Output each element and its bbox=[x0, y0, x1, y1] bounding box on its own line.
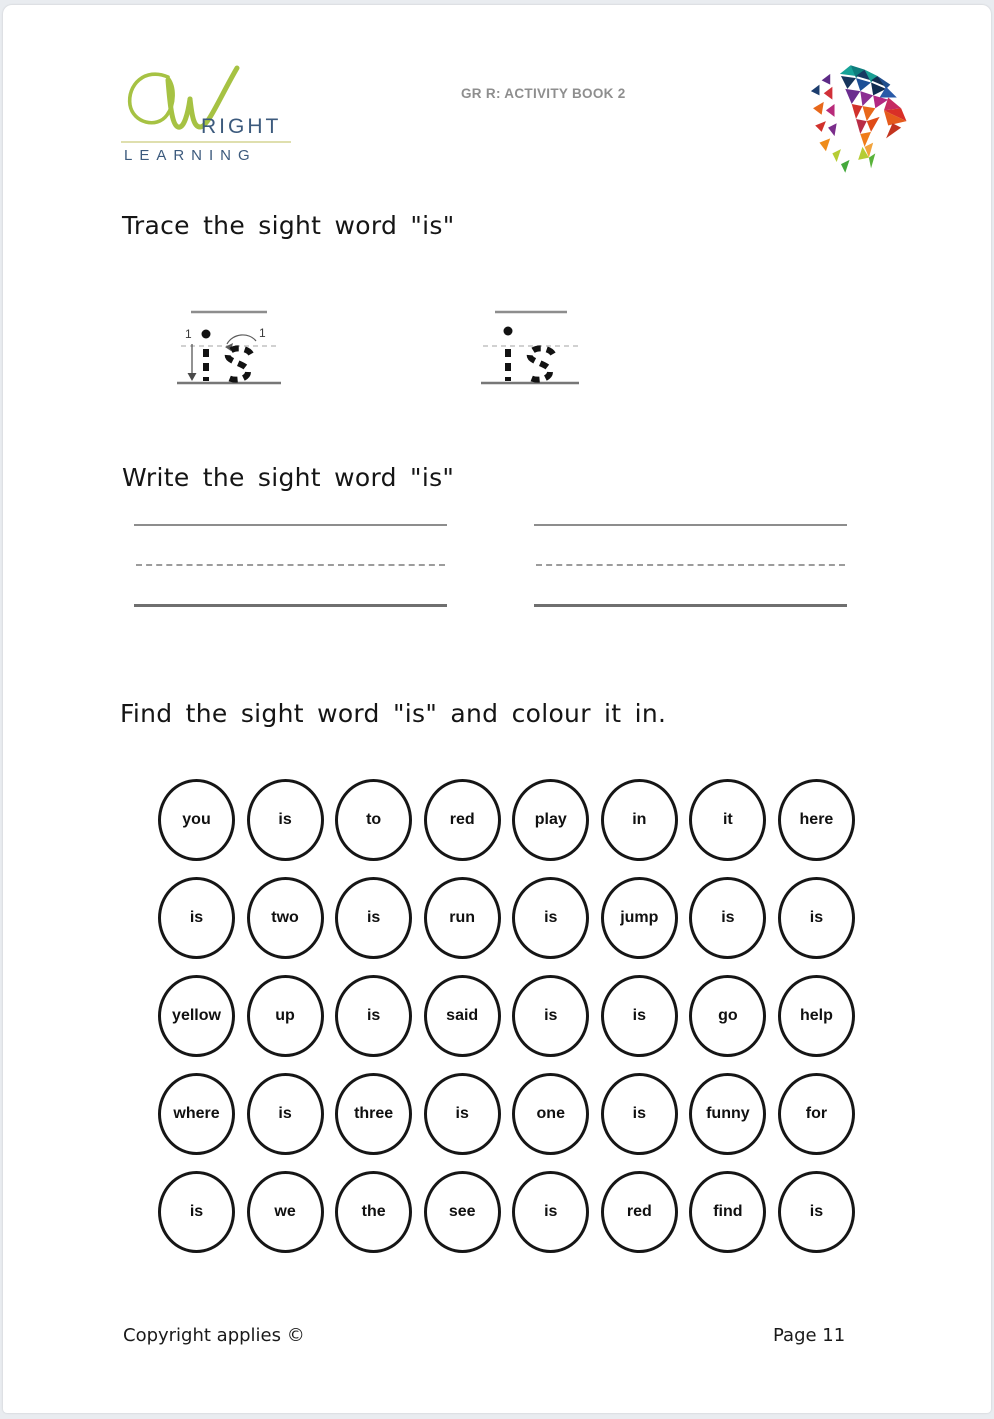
word-circle-is bbox=[158, 877, 235, 959]
word-circle-play bbox=[512, 779, 589, 861]
word-circle-one bbox=[512, 1073, 589, 1155]
word-circle-is bbox=[778, 877, 855, 959]
logo-divider-line bbox=[121, 141, 291, 143]
word-label: the bbox=[361, 1203, 386, 1220]
word-circle-is bbox=[335, 975, 412, 1057]
word-label: red bbox=[449, 811, 475, 828]
word-label: is bbox=[544, 1203, 558, 1220]
word-label: is bbox=[278, 811, 292, 828]
word-circle-up bbox=[247, 975, 324, 1057]
word-label: see bbox=[448, 1203, 476, 1220]
word-circle-go bbox=[689, 975, 766, 1057]
letter-s-dashed bbox=[225, 348, 251, 379]
word-circle-see bbox=[424, 1171, 501, 1253]
stroke-order-label-s: 1 bbox=[259, 326, 266, 340]
word-circle-is bbox=[335, 877, 412, 959]
word-circle-is bbox=[247, 1073, 324, 1155]
word-label: is bbox=[544, 1007, 558, 1024]
word-circle-help bbox=[778, 975, 855, 1057]
word-circle-here bbox=[778, 779, 855, 861]
word-label: up bbox=[275, 1007, 295, 1024]
guide-top-line bbox=[134, 524, 447, 526]
guide-bottom-line bbox=[534, 604, 847, 607]
word-label: funny bbox=[706, 1105, 750, 1122]
word-row bbox=[158, 1073, 855, 1155]
word-label: is bbox=[721, 909, 735, 926]
word-row bbox=[158, 975, 855, 1057]
word-label: go bbox=[718, 1007, 738, 1024]
word-label: two bbox=[271, 909, 299, 926]
word-label: here bbox=[799, 811, 834, 828]
guide-bottom-line bbox=[134, 604, 447, 607]
word-label: yellow bbox=[172, 1007, 221, 1024]
word-label: for bbox=[805, 1105, 828, 1122]
word-circle-yellow bbox=[158, 975, 235, 1057]
word-circle-is bbox=[158, 1171, 235, 1253]
word-label: three bbox=[354, 1105, 394, 1122]
write-heading: Write the sight word "is" bbox=[122, 463, 455, 492]
word-label: one bbox=[536, 1105, 565, 1122]
word-circle-red bbox=[601, 1171, 678, 1253]
word-circle-is bbox=[601, 1073, 678, 1155]
trace-heading: Trace the sight word "is" bbox=[122, 211, 455, 240]
word-label: is bbox=[632, 1105, 646, 1122]
trace-sample-plain bbox=[475, 304, 585, 389]
word-circle-find bbox=[689, 1171, 766, 1253]
word-label: is bbox=[278, 1105, 292, 1122]
word-circle-it bbox=[689, 779, 766, 861]
logo-text-right: RIGHT bbox=[201, 115, 282, 138]
stroke-order-label-i: 1 bbox=[185, 327, 192, 341]
wright-learning-logo bbox=[121, 65, 296, 173]
word-circle-the bbox=[335, 1171, 412, 1253]
word-circle-is bbox=[247, 779, 324, 861]
word-circle-we bbox=[247, 1171, 324, 1253]
writing-guide-right bbox=[534, 524, 847, 608]
word-circle-said bbox=[424, 975, 501, 1057]
word-label: find bbox=[713, 1203, 743, 1220]
word-row bbox=[158, 1171, 855, 1253]
word-label: said bbox=[446, 1007, 479, 1024]
letter-s-dashed bbox=[527, 348, 553, 379]
word-circle-you bbox=[158, 779, 235, 861]
word-label: help bbox=[799, 1007, 833, 1024]
word-label: is bbox=[366, 1007, 381, 1024]
word-label: run bbox=[449, 909, 476, 926]
word-circle-three bbox=[335, 1073, 412, 1155]
word-label: it bbox=[722, 811, 733, 828]
word-label: is bbox=[809, 909, 824, 926]
word-label: you bbox=[182, 811, 211, 828]
word-circle-is bbox=[512, 877, 589, 959]
word-circle-for bbox=[778, 1073, 855, 1155]
guide-top-line bbox=[534, 524, 847, 526]
writing-guide-left bbox=[134, 524, 447, 608]
word-circle-where bbox=[158, 1073, 235, 1155]
word-label: we bbox=[274, 1203, 296, 1220]
word-label: is bbox=[455, 1105, 469, 1122]
worksheet-page bbox=[3, 5, 991, 1413]
word-label: is bbox=[189, 1203, 204, 1220]
trace-sample-with-stroke-order bbox=[175, 304, 285, 389]
word-circle-is bbox=[512, 1171, 589, 1253]
letter-i-dot bbox=[504, 327, 513, 336]
word-circle-is bbox=[424, 1073, 501, 1155]
word-label: is bbox=[366, 909, 381, 926]
word-circle-is bbox=[778, 1171, 855, 1253]
word-circle-funny bbox=[689, 1073, 766, 1155]
book-title: GR R: ACTIVITY BOOK 2 bbox=[461, 86, 626, 101]
word-circle-in bbox=[601, 779, 678, 861]
word-label: is bbox=[809, 1203, 824, 1220]
copyright-notice: Copyright applies © bbox=[123, 1325, 305, 1346]
word-circle-is bbox=[689, 877, 766, 959]
word-label: to bbox=[366, 811, 382, 828]
guide-mid-dashed-line bbox=[536, 564, 845, 566]
word-label: is bbox=[189, 909, 204, 926]
word-circle-jump bbox=[601, 877, 678, 959]
eagle-logo-icon bbox=[801, 61, 911, 177]
word-label: is bbox=[544, 909, 558, 926]
word-label: play bbox=[534, 811, 567, 828]
word-label: red bbox=[626, 1203, 652, 1220]
word-circle-to bbox=[335, 779, 412, 861]
page-number: Page 11 bbox=[773, 1325, 846, 1346]
word-circle-is bbox=[512, 975, 589, 1057]
word-label: is bbox=[632, 1007, 646, 1024]
logo-text-learning: LEARNING bbox=[124, 147, 257, 164]
letter-i-dot bbox=[202, 330, 211, 339]
word-row bbox=[158, 779, 855, 861]
word-label: where bbox=[173, 1105, 220, 1122]
word-label: jump bbox=[620, 909, 659, 926]
word-label: in bbox=[632, 811, 647, 828]
guide-mid-dashed-line bbox=[136, 564, 445, 566]
word-circle-run bbox=[424, 877, 501, 959]
word-circle-two bbox=[247, 877, 324, 959]
find-heading: Find the sight word "is" and colour it in. bbox=[120, 699, 667, 728]
word-circle-red bbox=[424, 779, 501, 861]
word-circle-is bbox=[601, 975, 678, 1057]
word-row bbox=[158, 877, 855, 959]
